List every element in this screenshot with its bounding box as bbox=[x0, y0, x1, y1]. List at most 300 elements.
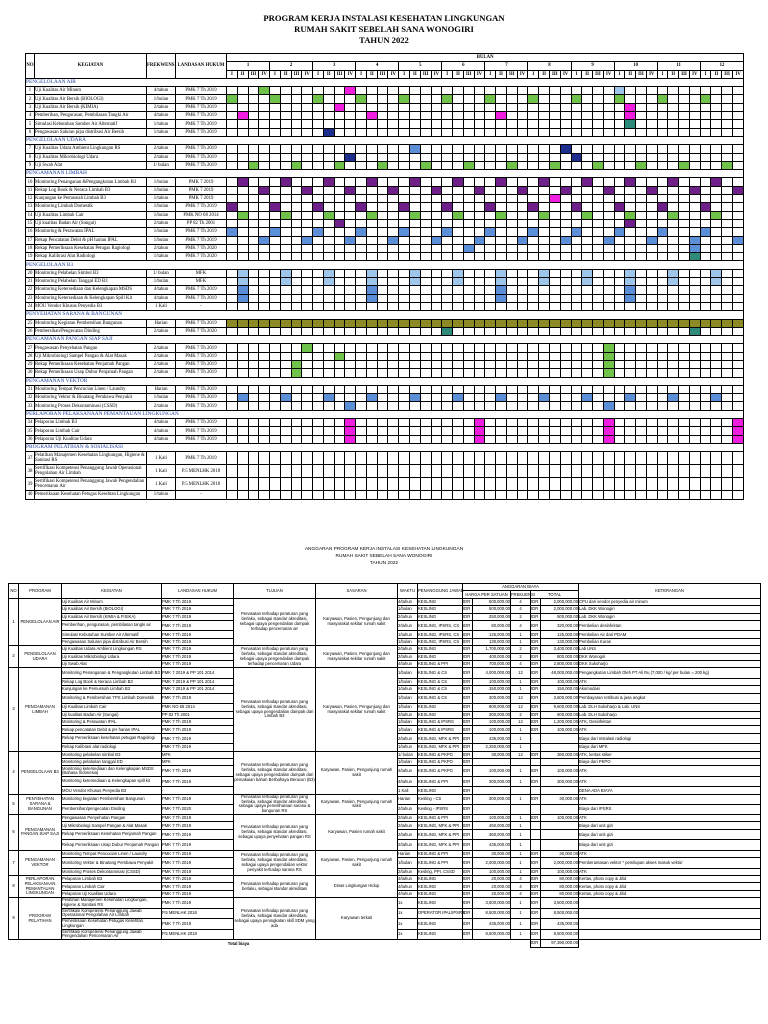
week-cell bbox=[474, 219, 485, 227]
budget-waktu: 1/bulan bbox=[398, 759, 418, 766]
week-cell bbox=[248, 402, 259, 410]
week-cell bbox=[528, 219, 539, 227]
week-cell bbox=[291, 402, 302, 410]
week-cell bbox=[636, 112, 647, 120]
budget-landasan: PMK 7 Th 2019 bbox=[162, 883, 234, 890]
week-cell bbox=[259, 87, 270, 95]
week-cell bbox=[248, 128, 259, 136]
budget-frekuensi: 2 bbox=[511, 613, 531, 620]
row-landasan: PMK 7 Th 2019 bbox=[176, 128, 227, 136]
week-cell bbox=[259, 195, 270, 203]
week-cell bbox=[560, 302, 571, 310]
week-cell bbox=[248, 269, 259, 277]
week-header: I bbox=[614, 70, 625, 78]
week-cell bbox=[420, 195, 431, 203]
row-kegiatan: Pemberihan, Pengurasan, Pembilasan Tangki Air bbox=[35, 112, 147, 120]
week-cell bbox=[560, 153, 571, 161]
budget-kegiatan: Rekap Pemeriksaan Usap Dubur Penjamah Pangan bbox=[62, 840, 162, 851]
week-cell bbox=[496, 244, 507, 252]
week-cell bbox=[528, 278, 539, 286]
week-cell bbox=[227, 294, 238, 302]
budget-penanggung-jawab: KESLING & IPSRS bbox=[418, 718, 463, 725]
week-cell bbox=[582, 427, 593, 435]
week-cell bbox=[571, 369, 582, 377]
week-cell bbox=[377, 112, 388, 120]
week-cell bbox=[603, 344, 614, 352]
week-cell bbox=[593, 394, 604, 402]
week-cell bbox=[270, 253, 281, 261]
week-cell bbox=[237, 302, 248, 310]
week-cell bbox=[496, 394, 507, 402]
week-cell bbox=[227, 286, 238, 294]
week-cell bbox=[593, 145, 604, 153]
budget-title: ANGGARAN PROGRAM KERJA INSTALASI KESEHATAN LINGKUNGAN bbox=[304, 547, 464, 552]
row-frekwensi: 2/tahun bbox=[147, 327, 176, 335]
week-cell bbox=[323, 128, 334, 136]
week-cell bbox=[334, 352, 345, 360]
budget-harga: 3,500,000.00 bbox=[473, 898, 511, 909]
week-cell bbox=[571, 452, 582, 465]
week-cell bbox=[582, 161, 593, 169]
budget-harga: 2,000,000.00 bbox=[473, 858, 511, 869]
week-cell bbox=[291, 153, 302, 161]
week-cell bbox=[700, 236, 711, 244]
week-cell bbox=[270, 269, 281, 277]
week-cell bbox=[420, 178, 431, 186]
week-cell bbox=[732, 435, 743, 443]
budget-kegiatan: Pelatihan Manajemen Kesehatan Lingkungan, Higiene & Sanitasi RS bbox=[62, 898, 162, 909]
week-cell bbox=[453, 385, 464, 393]
week-cell bbox=[313, 153, 324, 161]
week-cell bbox=[646, 87, 657, 95]
week-cell bbox=[442, 286, 453, 294]
week-cell bbox=[689, 269, 700, 277]
week-cell bbox=[506, 195, 517, 203]
week-cell bbox=[431, 427, 442, 435]
budget-penanggung-jawab: KESLING bbox=[418, 787, 463, 794]
group-tujuan: Penasatan terhadap peraturan yang berlaku, sebagai standar akreditasi, sebagai upaya pengendalian dampak terhadap pencemaran air bbox=[234, 598, 316, 645]
week-cell bbox=[227, 278, 238, 286]
week-cell bbox=[302, 195, 313, 203]
budget-row bbox=[9, 646, 761, 653]
budget-frekuensi: 1 bbox=[511, 898, 531, 909]
week-cell bbox=[270, 327, 281, 335]
week-cell bbox=[485, 344, 496, 352]
budget-landasan: PMK 7 Th 2019 bbox=[162, 646, 234, 653]
week-cell bbox=[323, 385, 334, 393]
week-cell bbox=[410, 435, 421, 443]
row-no: 4 bbox=[26, 112, 35, 120]
week-cell bbox=[345, 103, 356, 111]
week-cell bbox=[420, 427, 431, 435]
week-cell bbox=[528, 491, 539, 499]
week-cell bbox=[463, 120, 474, 128]
budget-frekuensi: 1 bbox=[511, 840, 531, 851]
week-cell bbox=[356, 319, 367, 327]
week-cell bbox=[668, 465, 679, 478]
budget-landasan: PMK 7 Th 2019 bbox=[162, 606, 234, 613]
week-cell bbox=[334, 385, 345, 393]
budget-currency: IDR bbox=[463, 613, 473, 620]
week-cell bbox=[280, 178, 291, 186]
week-cell bbox=[442, 161, 453, 169]
budget-frekuensi: 2 bbox=[511, 711, 531, 718]
schedule-row bbox=[26, 319, 744, 327]
budget-landasan: PMK 7 Th 2019 bbox=[162, 776, 234, 787]
week-cell bbox=[539, 402, 550, 410]
week-cell bbox=[496, 491, 507, 499]
budget-total: 8,500,000.00 bbox=[541, 929, 579, 940]
week-cell bbox=[711, 195, 722, 203]
schedule-row bbox=[26, 360, 744, 368]
week-cell bbox=[345, 294, 356, 302]
week-cell bbox=[571, 427, 582, 435]
week-cell bbox=[377, 269, 388, 277]
week-cell bbox=[291, 203, 302, 211]
week-cell bbox=[485, 253, 496, 261]
week-header: III bbox=[506, 70, 517, 78]
week-cell bbox=[603, 161, 614, 169]
budget-kegiatan: Uji Kualitas Limbah Cair bbox=[62, 704, 162, 711]
week-cell bbox=[474, 319, 485, 327]
week-cell bbox=[399, 253, 410, 261]
week-cell bbox=[625, 452, 636, 465]
week-cell bbox=[732, 286, 743, 294]
budget-kegiatan: Uji Kualitas Mikrobiologi Udara bbox=[62, 653, 162, 660]
week-cell bbox=[722, 244, 733, 252]
week-cell bbox=[657, 435, 668, 443]
week-cell bbox=[302, 278, 313, 286]
budget-keterangan: ATK bbox=[579, 766, 761, 777]
week-cell bbox=[614, 491, 625, 499]
budget-frekuensi: 1 bbox=[511, 822, 531, 829]
week-cell bbox=[571, 402, 582, 410]
week-cell bbox=[549, 161, 560, 169]
week-cell bbox=[485, 419, 496, 427]
budget-row bbox=[9, 751, 761, 758]
budget-total: 3,600,000.00 bbox=[541, 693, 579, 704]
week-cell bbox=[227, 302, 238, 310]
week-cell bbox=[474, 145, 485, 153]
budget-currency-total: IDR bbox=[531, 890, 541, 897]
budget-currency-total: IDR bbox=[531, 794, 541, 804]
week-cell bbox=[291, 435, 302, 443]
week-cell bbox=[571, 128, 582, 136]
budget-currency: IDR bbox=[463, 919, 473, 930]
week-cell bbox=[506, 327, 517, 335]
week-cell bbox=[388, 128, 399, 136]
week-cell bbox=[345, 402, 356, 410]
group-tujuan: Penasatan terhadap peraturan yang berlaku, sebagai standar akreditasi, sebagai upaya pengendalian dampak dari Limbah B3 bbox=[234, 668, 316, 751]
row-frekwensi: 2/tahun bbox=[147, 352, 176, 360]
budget-currency: IDR bbox=[463, 733, 473, 744]
week-cell bbox=[291, 178, 302, 186]
week-cell bbox=[700, 319, 711, 327]
week-cell bbox=[560, 161, 571, 169]
week-cell bbox=[431, 161, 442, 169]
schedule-row bbox=[26, 228, 744, 236]
week-cell bbox=[377, 352, 388, 360]
week-cell bbox=[614, 302, 625, 310]
group-sasaran: Karyawan, Pasien, Pengunjung dan masyarakat sekitar rumah sakit bbox=[316, 598, 398, 645]
week-cell bbox=[549, 452, 560, 465]
week-cell bbox=[420, 161, 431, 169]
week-cell bbox=[549, 195, 560, 203]
week-cell bbox=[302, 369, 313, 377]
week-cell bbox=[496, 186, 507, 194]
row-no: 26 bbox=[26, 327, 35, 335]
week-cell bbox=[237, 87, 248, 95]
week-cell bbox=[732, 253, 743, 261]
week-cell bbox=[399, 186, 410, 194]
budget-waktu: 2/tahun bbox=[398, 620, 418, 631]
budget-total: 100,000.00 bbox=[541, 815, 579, 822]
week-cell bbox=[657, 278, 668, 286]
week-cell bbox=[345, 286, 356, 294]
week-cell bbox=[345, 87, 356, 95]
week-cell bbox=[668, 236, 679, 244]
week-cell bbox=[356, 385, 367, 393]
budget-row bbox=[9, 815, 761, 822]
week-cell bbox=[313, 394, 324, 402]
week-cell bbox=[420, 369, 431, 377]
budget-currency-total: IDR bbox=[531, 620, 541, 631]
week-cell bbox=[700, 344, 711, 352]
week-cell bbox=[711, 478, 722, 491]
week-cell bbox=[463, 195, 474, 203]
week-cell bbox=[442, 87, 453, 95]
week-cell bbox=[270, 302, 281, 310]
week-cell bbox=[442, 153, 453, 161]
week-cell bbox=[291, 244, 302, 252]
week-cell bbox=[625, 186, 636, 194]
budget-waktu: 1/ bulan bbox=[398, 751, 418, 758]
week-cell bbox=[366, 369, 377, 377]
week-cell bbox=[431, 228, 442, 236]
week-cell bbox=[399, 95, 410, 103]
week-cell bbox=[700, 161, 711, 169]
week-cell bbox=[571, 103, 582, 111]
week-cell bbox=[313, 319, 324, 327]
week-cell bbox=[442, 294, 453, 302]
week-cell bbox=[722, 128, 733, 136]
row-kegiatan: Monitoring Kegiatan Pembersihan Bangunan bbox=[35, 319, 147, 327]
week-cell bbox=[485, 327, 496, 335]
week-cell bbox=[442, 344, 453, 352]
week-cell bbox=[399, 153, 410, 161]
row-landasan: PMK 7 Th 2019 bbox=[176, 344, 227, 352]
week-header: IV bbox=[474, 70, 485, 78]
week-cell bbox=[711, 219, 722, 227]
week-cell bbox=[356, 286, 367, 294]
week-cell bbox=[679, 228, 690, 236]
week-cell bbox=[732, 161, 743, 169]
week-cell bbox=[377, 478, 388, 491]
week-cell bbox=[280, 153, 291, 161]
week-cell bbox=[420, 95, 431, 103]
week-cell bbox=[603, 269, 614, 277]
week-cell bbox=[560, 319, 571, 327]
week-cell bbox=[453, 120, 464, 128]
week-cell bbox=[334, 120, 345, 128]
week-cell bbox=[442, 95, 453, 103]
total-currency: IDR bbox=[531, 940, 541, 947]
budget-total-row bbox=[9, 940, 761, 947]
week-cell bbox=[227, 402, 238, 410]
week-cell bbox=[237, 435, 248, 443]
budget-waktu: 1/bulan bbox=[398, 718, 418, 725]
week-cell bbox=[539, 219, 550, 227]
week-cell bbox=[377, 195, 388, 203]
week-cell bbox=[722, 95, 733, 103]
week-cell bbox=[356, 269, 367, 277]
week-cell bbox=[291, 128, 302, 136]
month-header: 7 bbox=[485, 62, 528, 70]
week-cell bbox=[700, 369, 711, 377]
week-cell bbox=[442, 203, 453, 211]
week-cell bbox=[334, 286, 345, 294]
budget-keterangan: Lab. DLH Sukoharjo bbox=[579, 711, 761, 718]
week-cell bbox=[571, 294, 582, 302]
week-cell bbox=[399, 278, 410, 286]
week-cell bbox=[302, 236, 313, 244]
group-no: 1 bbox=[9, 598, 19, 645]
week-cell bbox=[431, 465, 442, 478]
budget-total bbox=[541, 759, 579, 766]
group-tujuan: Penasatan terhadap peraturan yang berlaku, sebagai standar akreditasi, sebagai upaya pemeliharaan sarana & bangunan RS bbox=[234, 794, 316, 814]
row-kegiatan: Monitoring Tempat Pencucian Linen / Laundry bbox=[35, 385, 147, 393]
week-cell bbox=[689, 244, 700, 252]
budget-penanggung-jawab: KESLING bbox=[418, 898, 463, 909]
week-cell bbox=[302, 186, 313, 194]
week-cell bbox=[399, 478, 410, 491]
budget-kegiatan: Uji Kualitas Air Bersih (BIOLOGI) bbox=[62, 606, 162, 613]
budget-kegiatan: Rekap Log Book & Neraca Limbah B3 bbox=[62, 678, 162, 685]
week-cell bbox=[453, 153, 464, 161]
week-cell bbox=[722, 103, 733, 111]
week-cell bbox=[388, 491, 399, 499]
week-cell bbox=[614, 344, 625, 352]
week-cell bbox=[668, 278, 679, 286]
week-cell bbox=[722, 219, 733, 227]
budget-landasan: PMK 7 Th 2019 bbox=[162, 868, 234, 875]
row-frekwensi: 1/bulan bbox=[147, 394, 176, 402]
week-cell bbox=[420, 478, 431, 491]
week-cell bbox=[732, 145, 743, 153]
week-cell bbox=[453, 327, 464, 335]
budget-waktu: 4/tahun bbox=[398, 766, 418, 777]
week-cell bbox=[248, 161, 259, 169]
week-cell bbox=[625, 211, 636, 219]
week-cell bbox=[323, 112, 334, 120]
week-cell bbox=[463, 244, 474, 252]
week-cell bbox=[227, 319, 238, 327]
week-cell bbox=[517, 344, 528, 352]
week-cell bbox=[657, 203, 668, 211]
week-cell bbox=[377, 491, 388, 499]
week-cell bbox=[582, 352, 593, 360]
week-cell bbox=[302, 253, 313, 261]
week-cell bbox=[679, 87, 690, 95]
week-cell bbox=[463, 394, 474, 402]
week-cell bbox=[345, 203, 356, 211]
week-cell bbox=[366, 161, 377, 169]
schedule-row bbox=[26, 145, 744, 153]
budget-total: 600,000.00 bbox=[541, 711, 579, 718]
budget-keterangan: Kertas, photo copy & Jilid bbox=[579, 876, 761, 883]
week-cell bbox=[248, 286, 259, 294]
week-cell bbox=[280, 286, 291, 294]
row-landasan: PMK 7 Th 2019 bbox=[176, 87, 227, 95]
week-cell bbox=[582, 402, 593, 410]
week-cell bbox=[420, 452, 431, 465]
week-cell bbox=[593, 360, 604, 368]
week-cell bbox=[334, 427, 345, 435]
week-cell bbox=[420, 360, 431, 368]
week-cell bbox=[517, 145, 528, 153]
week-cell bbox=[485, 402, 496, 410]
budget-currency: IDR bbox=[463, 686, 473, 693]
week-cell bbox=[549, 236, 560, 244]
week-cell bbox=[334, 103, 345, 111]
week-cell bbox=[636, 278, 647, 286]
week-cell bbox=[356, 465, 367, 478]
week-cell bbox=[732, 236, 743, 244]
week-cell bbox=[646, 435, 657, 443]
week-cell bbox=[345, 178, 356, 186]
week-cell bbox=[593, 478, 604, 491]
schedule-row bbox=[26, 87, 744, 95]
week-cell bbox=[582, 120, 593, 128]
week-cell bbox=[377, 394, 388, 402]
week-cell bbox=[377, 278, 388, 286]
week-cell bbox=[259, 186, 270, 194]
week-cell bbox=[539, 228, 550, 236]
week-cell bbox=[356, 294, 367, 302]
week-cell bbox=[700, 294, 711, 302]
week-cell bbox=[388, 369, 399, 377]
budget-frekuensi: 4 bbox=[511, 620, 531, 631]
week-cell bbox=[625, 112, 636, 120]
week-cell bbox=[679, 269, 690, 277]
week-cell bbox=[722, 491, 733, 499]
week-cell bbox=[571, 236, 582, 244]
week-cell bbox=[377, 369, 388, 377]
week-cell bbox=[388, 352, 399, 360]
row-no: 38 bbox=[26, 465, 35, 478]
week-cell bbox=[442, 385, 453, 393]
week-cell bbox=[506, 178, 517, 186]
week-cell bbox=[313, 369, 324, 377]
week-cell bbox=[528, 394, 539, 402]
week-cell bbox=[528, 402, 539, 410]
week-cell bbox=[410, 465, 421, 478]
week-cell bbox=[711, 128, 722, 136]
week-cell bbox=[496, 435, 507, 443]
budget-total bbox=[541, 787, 579, 794]
week-cell bbox=[313, 145, 324, 153]
week-cell bbox=[323, 161, 334, 169]
row-landasan: PMK 7 Th 2020 bbox=[176, 327, 227, 335]
week-cell bbox=[442, 369, 453, 377]
budget-penanggung-jawab: KESLING bbox=[418, 876, 463, 883]
week-cell bbox=[399, 435, 410, 443]
week-cell bbox=[431, 302, 442, 310]
week-header: III bbox=[593, 70, 604, 78]
week-cell bbox=[420, 269, 431, 277]
budget-kegiatan: Kunjungan ke Pemusnah Limbah B3 bbox=[62, 686, 162, 693]
week-cell bbox=[248, 369, 259, 377]
